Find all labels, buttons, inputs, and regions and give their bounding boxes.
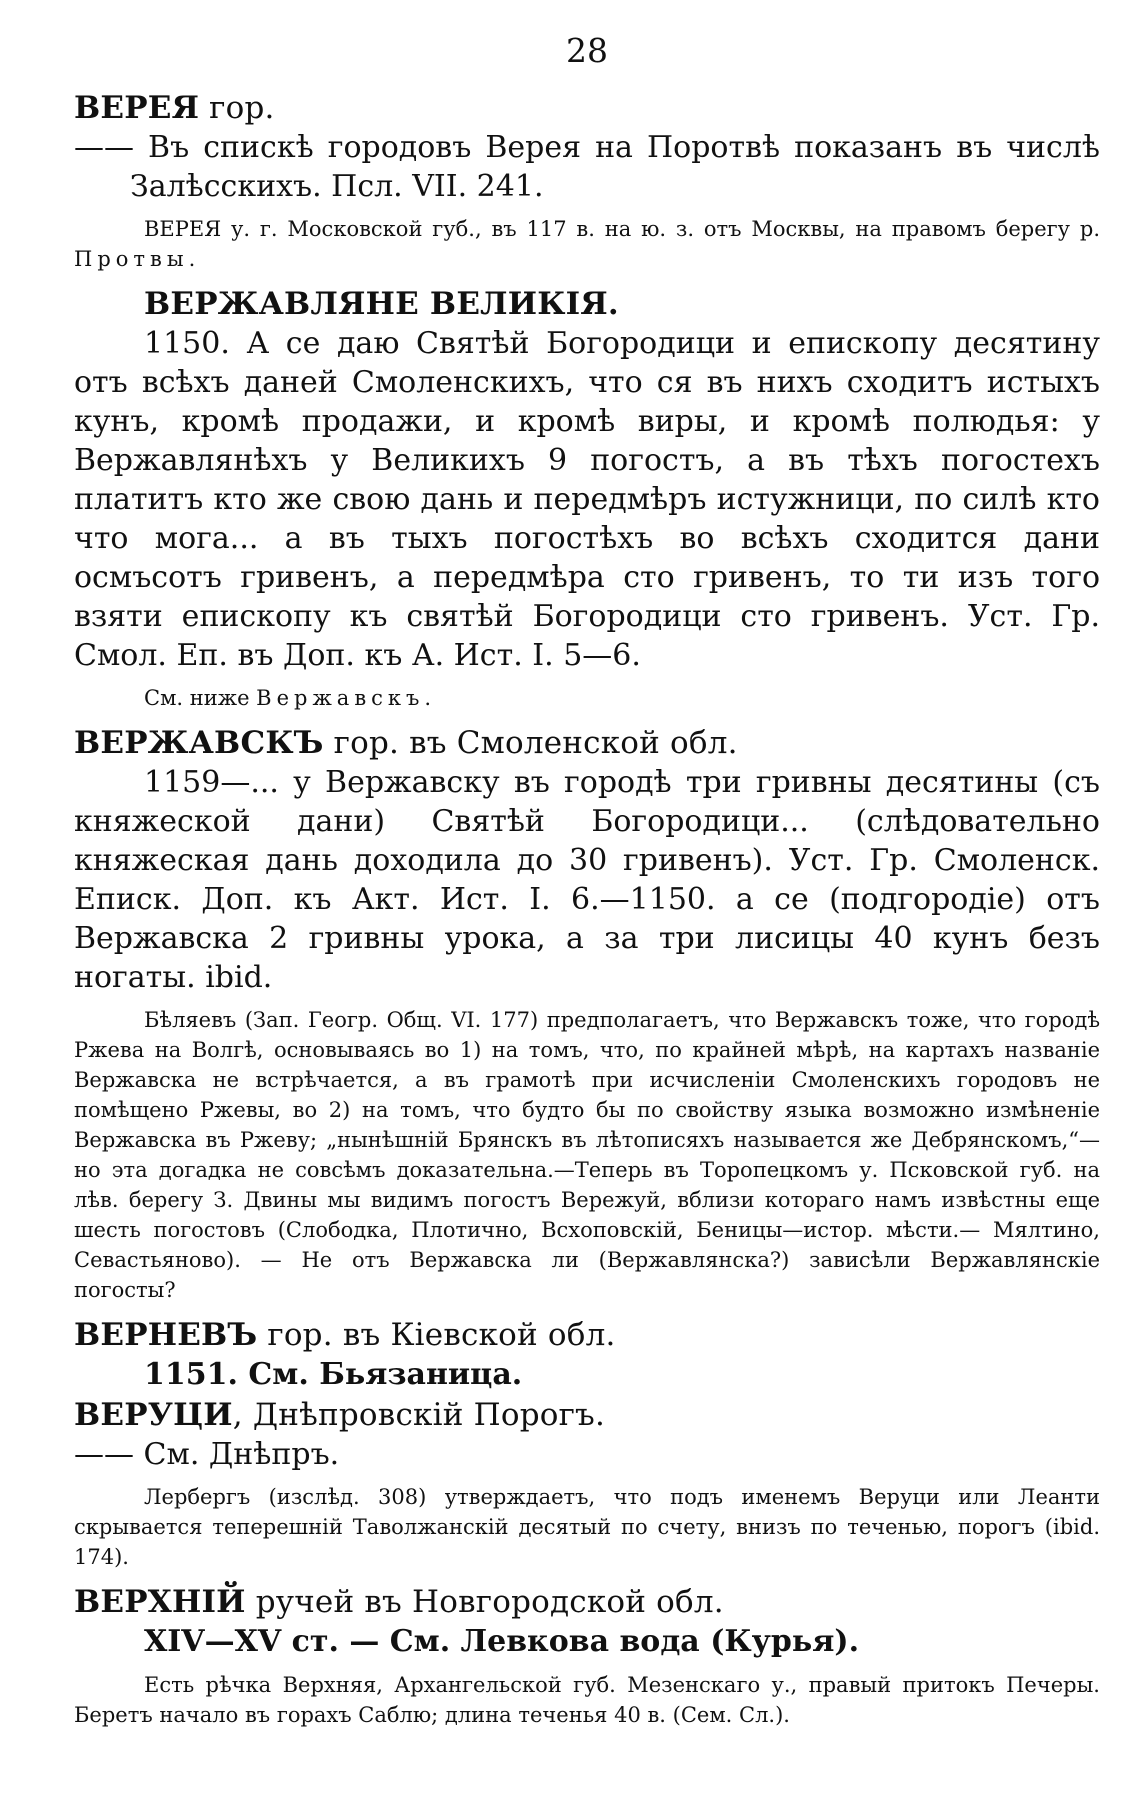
entry-title: ВЕРНЕВЪ [74, 1317, 258, 1353]
entry-crossref: 1151. См. Бьязаница. [144, 1357, 523, 1392]
entry-verutsi [74, 1395, 1100, 1572]
note-spaced-term: Вержавскъ [256, 686, 425, 710]
entry-subtitle: гор. [199, 90, 275, 126]
entry-verzhavlyane [74, 284, 1100, 713]
note-spaced-term: Протвы [74, 247, 189, 271]
entry-note: Бѣляевъ (Зап. Геогр. Общ. VI. 177) предполагаетъ, что Вержавскъ тоже, что городѣ Ржева на Волгѣ, основываясь во 1) на томъ, что, по крайней мѣрѣ, на картахъ названіе Вержавска не встрѣчается, а въ грамотѣ при исчисленіи Смоленскихъ городовъ не помѣщено Ржевы, во 2) на томъ, что будто бы по свойству языка возможно измѣненіе Вержавска въ Ржеву; „нынѣшній Брянскъ въ лѣтописяхъ называется же Дебрянскомъ,“—но эта догадка не совсѣмъ доказательна.—Теперь въ Торопецкомъ у. Псковской губ. на лѣв. берегу З. Двины мы видимъ погостъ Вережуй, вблизи котораго намъ извѣстны еще шесть погостовъ (Слободка, Плотично, Всхоповскій, Беницы—истор. мѣсти.— Мялтино, Севастьяново). — Не отъ Вержавска ли (Вержавлянска?) зависѣли Вержавлянскіе погосты? [74, 1008, 1100, 1302]
entry-body: 1150. А се даю Святѣй Богородици и епископу десятину отъ всѣхъ даней Смоленскихъ, что ся въ нихъ сходитъ истыхъ кунъ, кромѣ продажи, и кромѣ виры, и кромѣ полюдья: у Вержавлянѣхъ у Великихъ 9 погостъ, а въ тѣхъ погостехъ платитъ кто же свою дань и передмѣръ истужници, по силѣ кто что мога... а въ тыхъ погостѣхъ во всѣхъ сходится дани осмъсотъ гривенъ, а передмѣра сто гривенъ, то ти изъ того взяти епископу къ святѣй Богородици сто гривенъ. Уст. Гр. Смол. Еп. въ Доп. къ А. Ист. I. 5—6. [74, 326, 1100, 673]
entry-note [74, 683, 1100, 713]
entry-note [74, 214, 1100, 274]
entry-heading [74, 723, 1100, 763]
entry-title: ВЕРЕЯ [74, 90, 200, 126]
entry-vereya [74, 88, 1100, 274]
entry-body: —— Въ спискѣ городовъ Верея на Поротвѣ показанъ въ числѣ Залѣсскихъ. Псл. VII. 241. [74, 130, 1100, 204]
entry-heading [74, 88, 1100, 128]
note-text: См. ниже [144, 686, 257, 710]
entry-heading [74, 1582, 1100, 1622]
entry-subtitle: , Днѣпровскій Порогъ. [232, 1397, 606, 1433]
entry-crossref: XIV—XV ст. — См. Левкова вода (Курья). [144, 1624, 860, 1659]
entry-verkhniy [74, 1582, 1100, 1730]
entry-verzhavsk [74, 723, 1100, 1305]
entry-subtitle: гор. въ Кіевской обл. [257, 1317, 616, 1353]
entry-note: Есть рѣчка Верхняя, Архангельской губ. Мезенскаго у., правый притокъ Печеры. Беретъ начало въ горахъ Саблю; длина теченья 40 в. (Сем. Сл.). [74, 1673, 1100, 1727]
entry-heading [74, 284, 1100, 324]
entry-title: ВЕРХНІЙ [74, 1584, 246, 1620]
entry-heading [74, 1395, 1100, 1435]
entry-title: ВЕРЖАВЛЯНЕ ВЕЛИКІЯ. [144, 286, 619, 322]
entry-vernev [74, 1315, 1100, 1395]
note-text: ВЕРЕЯ у. г. Московской губ., въ 117 в. на ю. з. отъ Москвы, на правомъ берегу р. [144, 217, 1100, 241]
entry-title: ВЕРЖАВСКЪ [74, 725, 324, 761]
note-end: . [424, 686, 432, 710]
entry-heading [74, 1315, 1100, 1355]
entry-note: Лербергъ (изслѣд. 308) утверждаетъ, что подъ именемъ Веруци или Леанти скрывается теперешній Таволжанскій десятый по счету, внизъ по теченью, порогъ (ibid. 174). [74, 1485, 1100, 1569]
entry-title: ВЕРУЦИ [74, 1397, 233, 1433]
note-end: . [188, 247, 196, 271]
entry-body: 1159—... у Вержавску въ городѣ три гривны десятины (съ княжеской дани) Святѣй Богородици... (слѣдовательно княжеская дань доходила до 30 гривенъ). Уст. Гр. Смоленск. Еписк. Доп. къ Акт. Ист. I. 6.—1150. а се (подгородіе) отъ Вержавска 2 гривны урока, а за три лисицы 40 кунъ безъ ногаты. ibid. [74, 765, 1100, 995]
entry-subtitle: ручей въ Новгородской обл. [245, 1584, 724, 1620]
entry-body: —— См. Днѣпръ. [74, 1437, 340, 1472]
entry-subtitle: гор. въ Смоленской обл. [323, 725, 738, 761]
page-number: 28 [566, 31, 608, 70]
